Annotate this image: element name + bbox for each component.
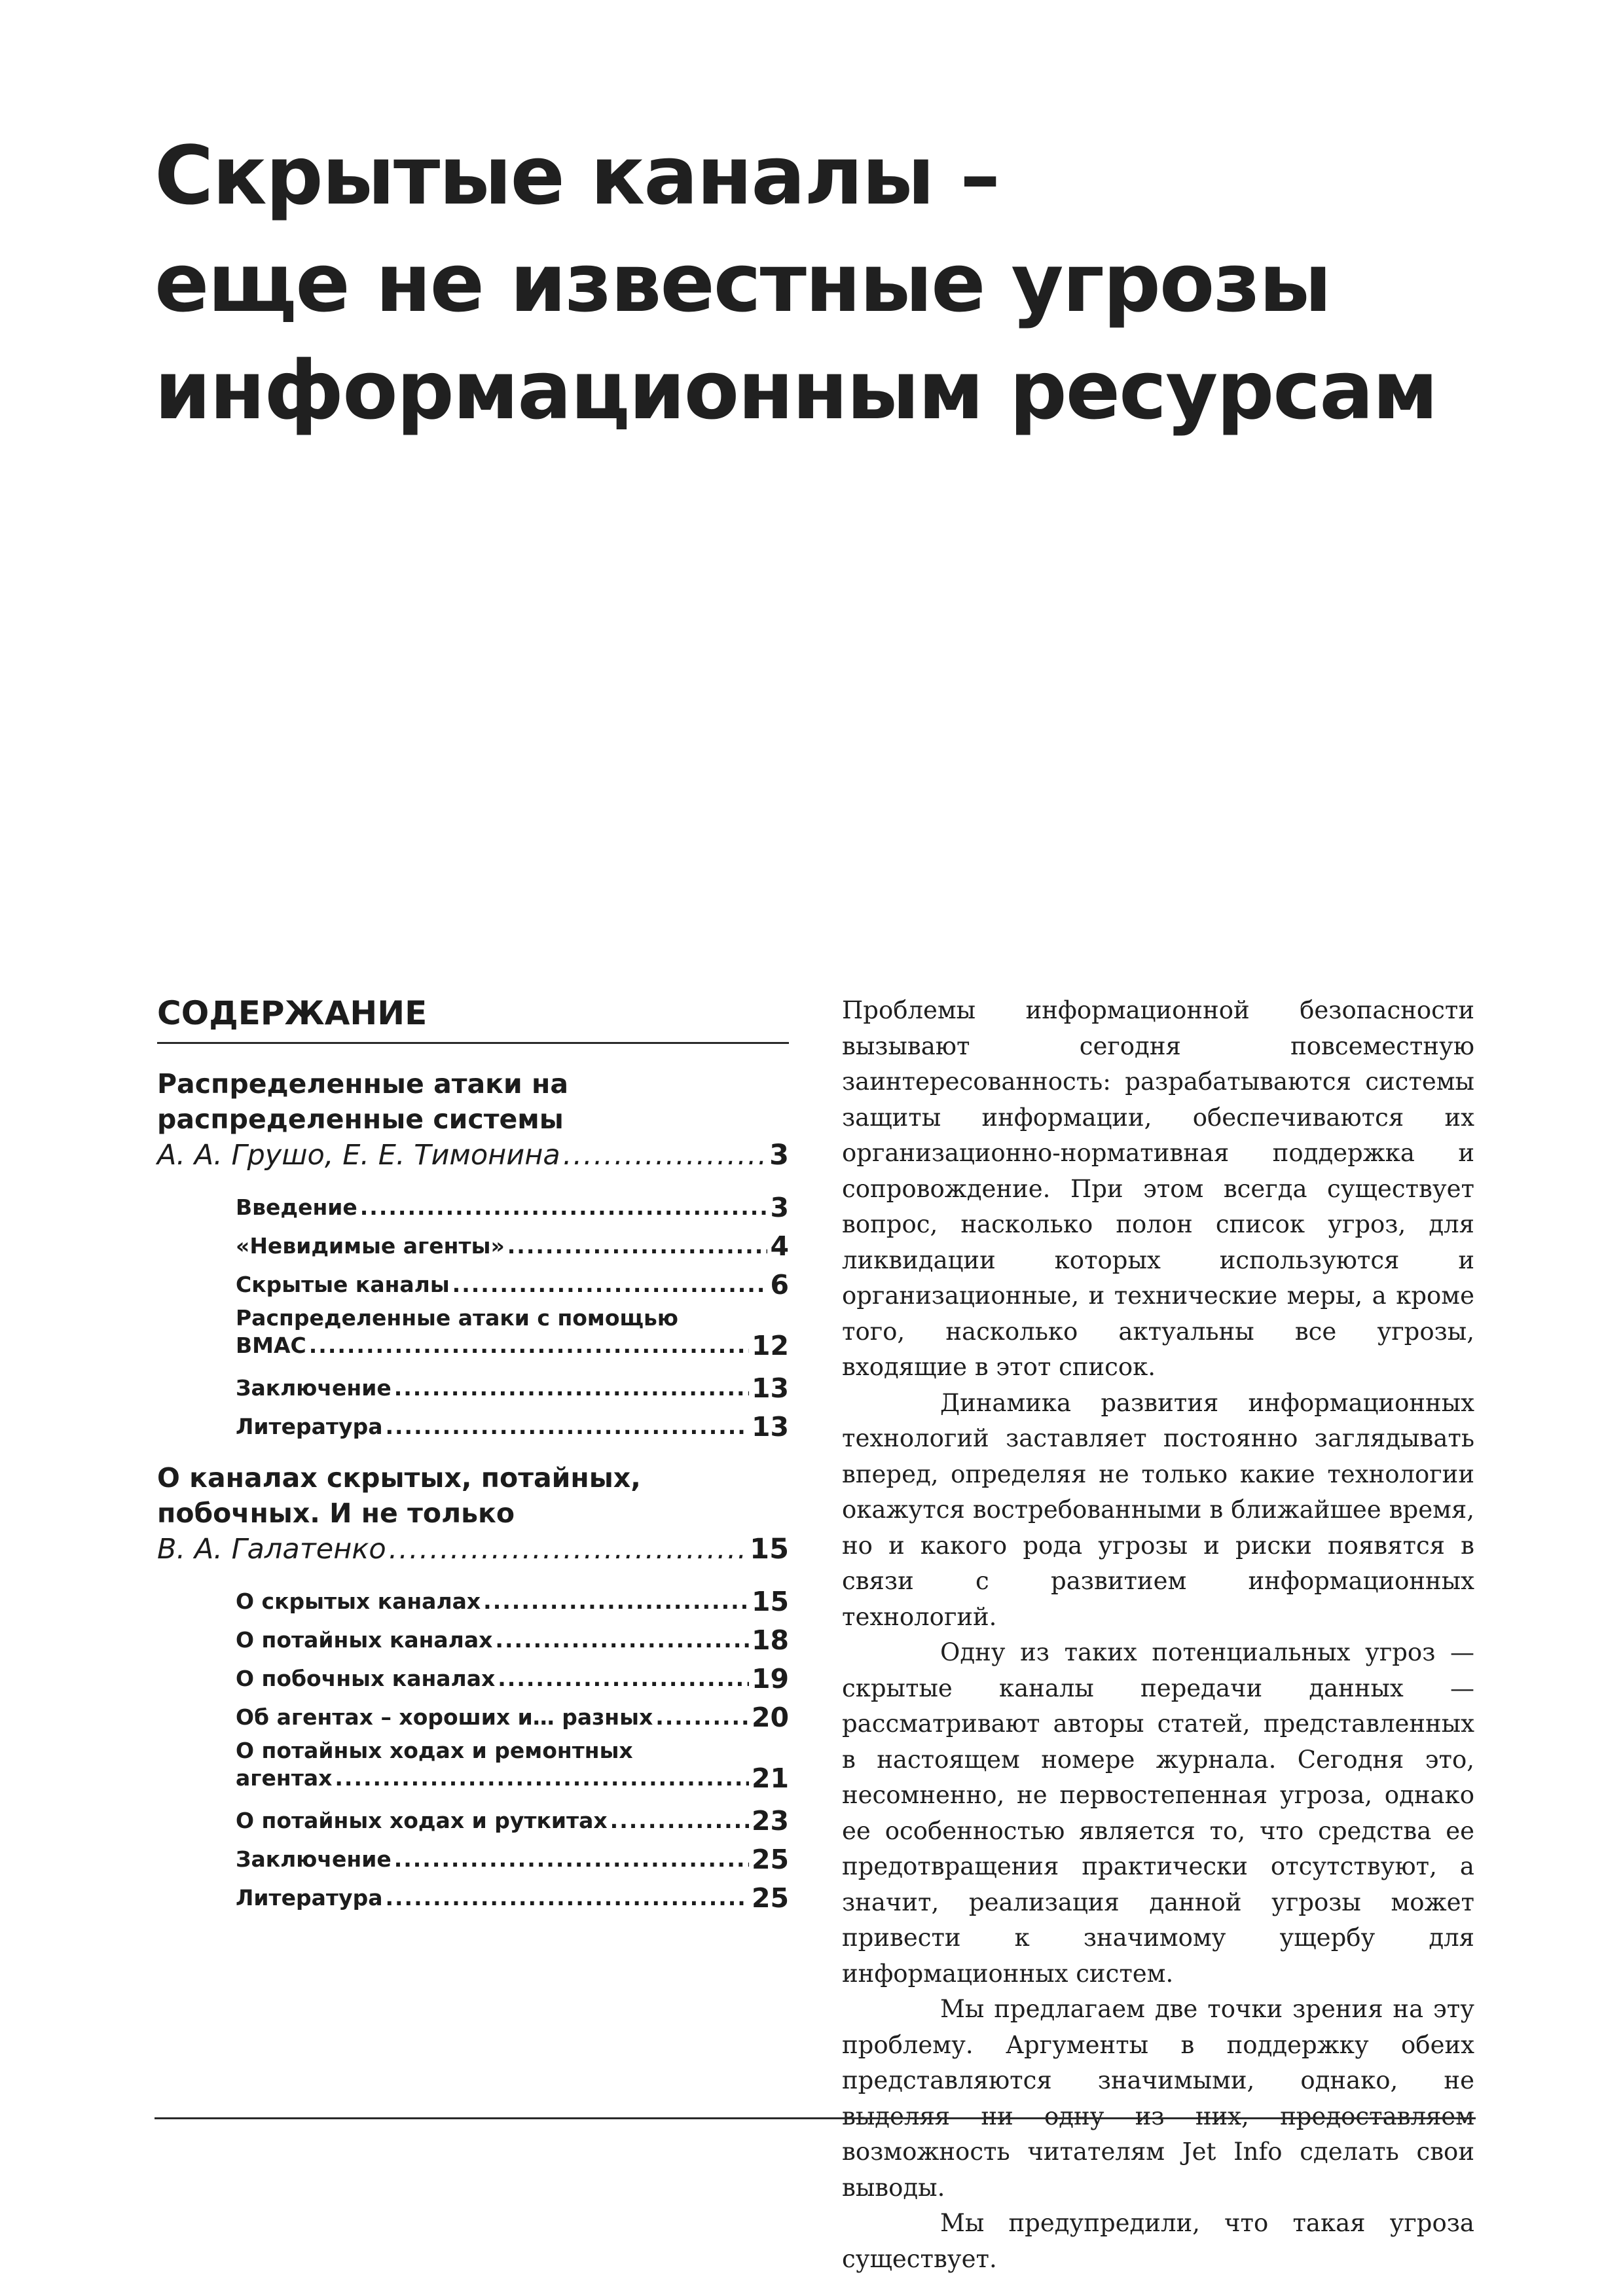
toc-section-title-line: Распределенные атаки на <box>157 1068 568 1100</box>
toc-item[interactable] <box>157 1693 789 1731</box>
bottom-divider <box>155 2117 1476 2119</box>
toc-item-label: агентах <box>236 1765 333 1791</box>
toc-authors-row[interactable] <box>157 1137 789 1174</box>
toc-page-number: 3 <box>770 1192 789 1223</box>
toc-item[interactable] <box>157 1260 789 1299</box>
toc-item-label: Заключение <box>236 1375 392 1401</box>
toc-leader-dots <box>389 1531 748 1568</box>
toc-authors: В. А. Галатенко <box>157 1533 386 1566</box>
toc-heading: СОДЕРЖАНИЕ <box>157 994 789 1044</box>
toc-leader-dots <box>483 1588 749 1615</box>
toc-item[interactable] <box>157 1835 789 1873</box>
title-line: Скрытые каналы – <box>155 130 999 223</box>
intro-paragraph: Мы предлагаем две точки зрения на эту проблему. Аргументы в поддержку обеих представляются значимыми, однако, не выделяя ни одну из них, предоставляем возможность читателям Jet Info сделать свои выводы. <box>842 1995 1474 2202</box>
toc-section-title[interactable] <box>157 1460 789 1531</box>
toc-item-label: Скрытые каналы <box>236 1272 450 1297</box>
toc-page-number: 13 <box>751 1411 789 1443</box>
toc-item[interactable] <box>157 1363 789 1402</box>
intro-text <box>842 993 1474 2277</box>
toc-leader-dots <box>495 1626 749 1654</box>
toc-item-label: Литература <box>236 1414 383 1439</box>
toc-leader-dots <box>610 1807 749 1835</box>
toc-section-title-line: распределенные системы <box>157 1103 564 1135</box>
toc-item-label: О потайных каналах <box>236 1627 493 1653</box>
toc-item[interactable] <box>157 1654 789 1693</box>
toc-leader-dots <box>394 1846 749 1873</box>
toc-item-label: Введение <box>236 1194 357 1220</box>
toc-item-label: О скрытых каналах <box>236 1588 481 1614</box>
toc-page-number: 12 <box>751 1330 789 1361</box>
toc-page-number: 15 <box>751 1586 789 1617</box>
toc-leader-dots <box>507 1232 768 1260</box>
toc-leader-dots <box>360 1194 768 1221</box>
toc-authors: А. А. Грушо, Е. Е. Тимонина <box>157 1139 560 1172</box>
toc-page-number: 3 <box>769 1139 789 1172</box>
toc-item-label: Литература <box>236 1885 383 1910</box>
toc-item-label: О потайных ходах и ремонтных <box>236 1738 633 1763</box>
page-title <box>155 123 1529 445</box>
toc-leader-dots <box>563 1137 767 1174</box>
toc-item[interactable] <box>157 1615 789 1654</box>
toc-authors-row[interactable] <box>157 1531 789 1568</box>
intro-paragraph: Мы предупредили, что такая угроза существует. <box>842 2209 1474 2273</box>
toc-item-label: О побочных каналах <box>236 1666 496 1691</box>
toc-page-number: 4 <box>770 1230 789 1262</box>
toc-page-number: 19 <box>751 1663 789 1695</box>
toc-leader-dots <box>452 1271 768 1299</box>
toc-item[interactable] <box>157 1873 789 1912</box>
title-line: информационным ресурсам <box>155 344 1437 438</box>
toc-section-title-line: О каналах скрытых, потайных, <box>157 1462 641 1494</box>
toc-section-title-line: побочных. И не только <box>157 1498 515 1529</box>
toc-item-label: Об агентах – хороших и… разных <box>236 1704 653 1730</box>
toc-page-number: 23 <box>751 1805 789 1837</box>
toc-item-label: Заключение <box>236 1846 392 1872</box>
toc-leader-dots <box>498 1665 749 1693</box>
toc-page-number: 18 <box>751 1624 789 1656</box>
toc-item[interactable] <box>157 1577 789 1615</box>
intro-paragraph: Динамика развития информационных технологий заставляет постоянно заглядывать вперед, определяя не только какие технологии окажутся востребованными в ближайшее время, но и какого рода угрозы и риски появятся в связи с развитием информационных технологий. <box>842 1388 1474 1631</box>
toc-leader-dots <box>385 1884 748 1912</box>
toc-item[interactable] <box>157 1796 789 1835</box>
toc-leader-dots <box>335 1765 749 1792</box>
toc-page-number: 20 <box>751 1702 789 1733</box>
table-of-contents <box>157 994 789 1912</box>
toc-item-label: BMAC <box>236 1333 306 1358</box>
toc-page-number: 13 <box>751 1372 789 1404</box>
title-line: еще не известные угрозы <box>155 237 1331 331</box>
toc-item[interactable] <box>157 1402 789 1441</box>
toc-item[interactable] <box>157 1299 789 1363</box>
toc-page-number: 21 <box>751 1763 789 1794</box>
toc-item[interactable] <box>157 1731 789 1796</box>
intro-paragraph: Проблемы информационной безопасности вызывают сегодня повсеместную заинтересованность: разрабатываются системы защиты информации, обеспечиваются их организационно-нормативная поддержка и сопровождение. При этом всегда существует вопрос, насколько полон список угроз, для ликвидации которых используются и организационные, и технические меры, а кроме того, насколько актуальны все угрозы, входящие в этот список. <box>842 996 1474 1381</box>
toc-item-label: О потайных ходах и руткитах <box>236 1808 608 1833</box>
toc-page-number: 15 <box>750 1533 789 1566</box>
toc-page-number: 6 <box>770 1269 789 1300</box>
toc-leader-dots <box>394 1374 749 1402</box>
toc-page-number: 25 <box>751 1882 789 1914</box>
toc-leader-dots <box>385 1413 748 1441</box>
toc-page-number: 25 <box>751 1844 789 1875</box>
toc-section-title[interactable] <box>157 1066 789 1137</box>
toc-item[interactable] <box>157 1221 789 1260</box>
toc-leader-dots <box>309 1332 749 1359</box>
toc-leader-dots <box>655 1704 749 1731</box>
toc-item-label: Распределенные атаки с помощью <box>236 1305 678 1331</box>
toc-item-label: «Невидимые агенты» <box>236 1233 505 1259</box>
toc-item[interactable] <box>157 1183 789 1221</box>
intro-paragraph: Одну из таких потенциальных угроз — скрытые каналы передачи данных — рассматривают авторы статей, представленных в настоящем номере журнала. Сегодня это, несомненно, не первостепенная угроза, однако ее особенностью является то, что средства ее предотвращения практически отсутствуют, а значит, реализация данной угрозы может привести к значимому ущербу для информационных систем. <box>842 1638 1474 1988</box>
